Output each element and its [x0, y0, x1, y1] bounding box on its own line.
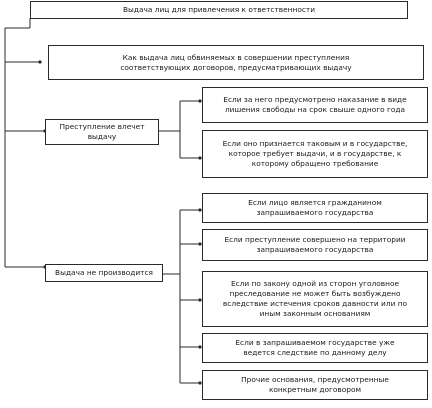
top-box	[48, 45, 424, 80]
right-box-4	[202, 229, 428, 261]
right-box-2-line3: которому обращено требование	[251, 159, 379, 168]
right-box-7	[202, 370, 428, 400]
top-box-line1: Как выдача лиц обвиняемых в совершении преступления	[122, 52, 350, 62]
right-box-3-line1: Если лицо является гражданином	[248, 198, 382, 207]
right-box-3-line2: запрашиваемого государства	[256, 208, 374, 217]
right-box-7-line1: Прочие основания, предусмотренные	[241, 375, 389, 384]
right-box-4-line2: запрашиваемого государства	[256, 245, 374, 254]
right-box-7-line2: конкретным договором	[268, 385, 362, 394]
right-box-5-line1: Если по закону одной из сторон уголовное	[230, 279, 400, 288]
crime-box-line1: Преступление влечет	[59, 122, 145, 131]
right-box-1-line1: Если за него предусмотрено наказание в виде	[223, 95, 407, 104]
right-box-1-line2: лишения свободы на срок свыше одного года	[224, 105, 406, 114]
right-box-4-line1: Если преступление совершено на территории	[224, 235, 406, 244]
right-box-6-line1: Если в запрашиваемом государстве уже	[235, 338, 395, 347]
right-box-5	[202, 271, 428, 327]
crime-box-line2: выдачу	[87, 132, 117, 141]
top-box-line2: соответствующих договоров, предусматривающих выдачу	[120, 62, 352, 72]
right-box-3	[202, 193, 428, 223]
right-box-6	[202, 333, 428, 363]
crime-box	[45, 119, 159, 145]
right-box-5-line4: иным законным основаниям	[259, 309, 371, 318]
right-box-1	[202, 87, 428, 123]
title-text: Выдача лиц для привлечения к ответственности	[122, 5, 316, 14]
right-box-5-line3: вследствие истечения сроков давности или по	[222, 299, 408, 308]
right-box-2-line1: Если оно признается таковым и в государстве,	[222, 139, 408, 148]
refusal-box-line1: Выдача не производится	[55, 268, 153, 277]
right-box-5-line2: преследование не может быть возбуждено	[229, 289, 401, 298]
refusal-box	[45, 264, 163, 282]
title-box	[30, 1, 408, 19]
right-box-6-line2: ведется следствие по данному делу	[243, 348, 387, 357]
right-box-2	[202, 130, 428, 178]
right-box-2-line2: которое требует выдачи, и в государстве, к	[228, 149, 402, 158]
